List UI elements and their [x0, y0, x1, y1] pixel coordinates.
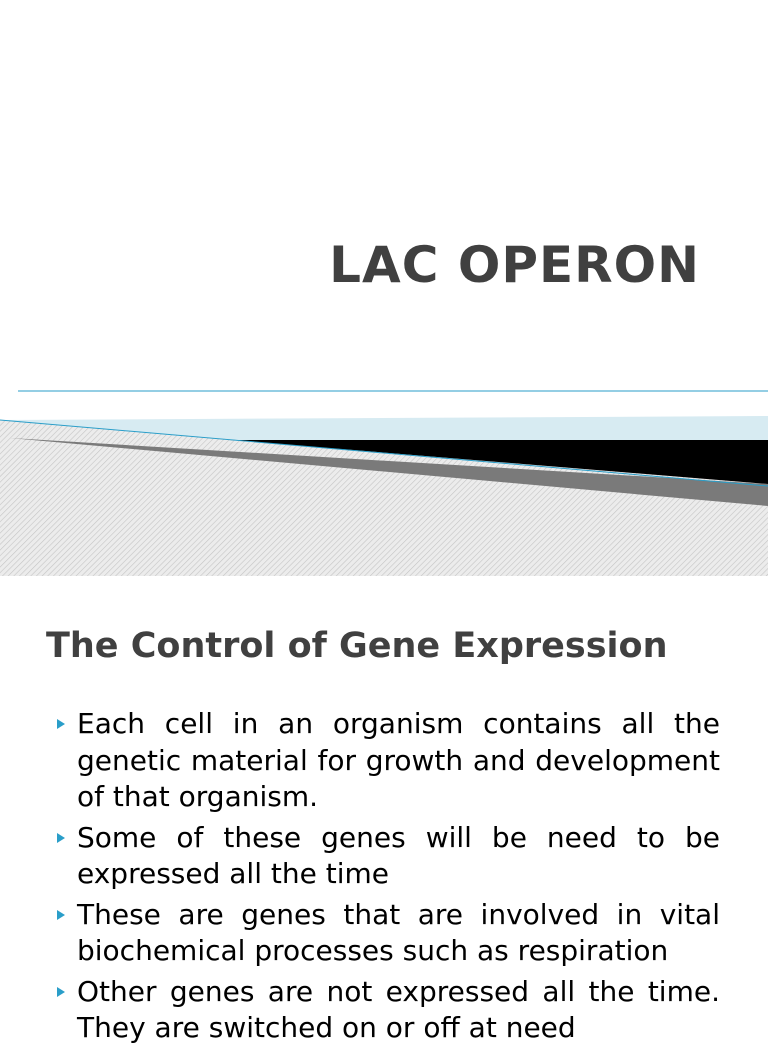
section-title: The Control of Gene Expression [46, 626, 668, 666]
bullet-item [77, 897, 720, 970]
bullet-item [77, 706, 720, 816]
bullet-text: Other genes are not expressed all the time. They are switched on or off at need [77, 974, 720, 1044]
decorative-bands [0, 380, 768, 576]
triangle-bullet-icon [57, 833, 65, 843]
bullet-text: Each cell in an organism contains all the genetic material for growth and development of that organism. [77, 707, 720, 813]
slide-title: LAC OPERON [329, 236, 700, 294]
bullet-text: Some of these genes will be need to be expressed all the time [77, 820, 720, 890]
bullet-list [0, 706, 768, 1051]
bullet-item [77, 820, 720, 893]
triangle-bullet-icon [57, 910, 65, 920]
bullet-text: These are genes that are involved in vital biochemical processes such as respiration [77, 897, 720, 967]
bullet-item [77, 974, 720, 1047]
triangle-bullet-icon [57, 987, 65, 997]
triangle-bullet-icon [57, 719, 65, 729]
